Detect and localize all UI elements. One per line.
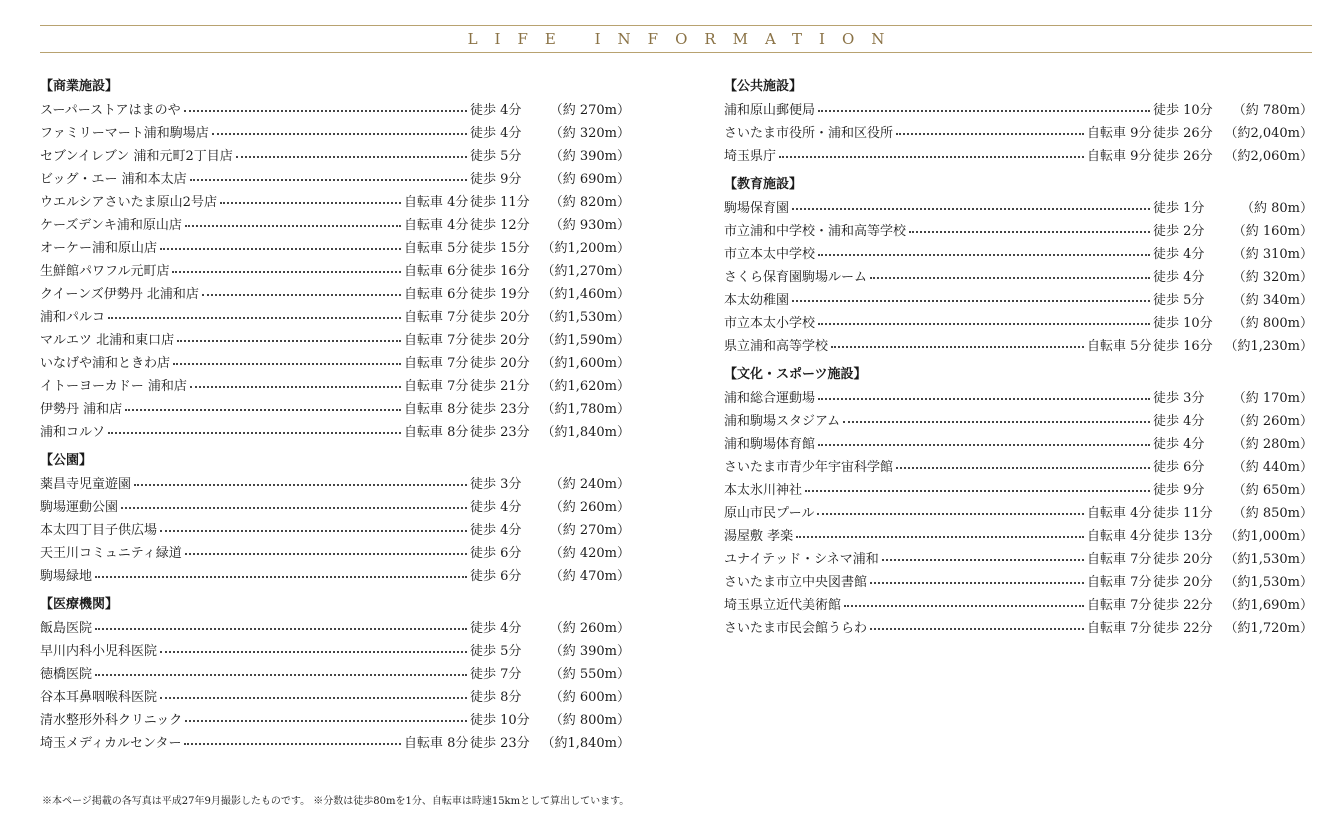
section-title: 【公共施設】 xyxy=(724,79,803,94)
facility-name: 浦和総合運動場 xyxy=(724,391,816,406)
leader-dots xyxy=(172,270,401,273)
distance: （約1,230m） xyxy=(1224,339,1313,354)
walking-time: 徒歩 19分 xyxy=(470,287,530,302)
leader-dots xyxy=(818,397,1150,400)
leader-dots xyxy=(160,247,401,250)
facility-row xyxy=(40,684,630,707)
distance: （約 800m） xyxy=(1232,316,1313,331)
facility-row xyxy=(724,264,1313,287)
facility-name: 駒場保育園 xyxy=(724,201,790,216)
facility-row xyxy=(40,235,630,258)
leader-dots xyxy=(95,627,467,630)
leader-dots xyxy=(870,581,1084,584)
facility-row xyxy=(40,615,630,638)
facility-name: 市立本太小学校 xyxy=(724,316,816,331)
facility-name: いなげや浦和ときわ店 xyxy=(40,356,171,371)
walking-time: 徒歩 4分 xyxy=(470,523,522,538)
facility-name: ユナイテッド・シネマ浦和 xyxy=(724,552,879,567)
walking-time: 徒歩 4分 xyxy=(470,126,522,141)
leader-dots xyxy=(882,558,1084,561)
facility-row xyxy=(40,730,630,753)
walking-time: 徒歩 13分 xyxy=(1153,529,1213,544)
facility-row xyxy=(40,638,630,661)
leader-dots xyxy=(817,512,1084,515)
leader-dots xyxy=(844,604,1084,607)
walking-time: 徒歩 5分 xyxy=(470,149,522,164)
walking-time: 徒歩 23分 xyxy=(470,736,530,751)
facility-row xyxy=(40,258,630,281)
distance: （約 800m） xyxy=(549,713,630,728)
facility-name: スーパーストアはまのや xyxy=(40,103,181,118)
distance: （約1,620m） xyxy=(541,379,630,394)
walking-time: 徒歩 22分 xyxy=(1153,598,1213,613)
facility-name: 浦和原山郵便局 xyxy=(724,103,816,118)
distance: （約 340m） xyxy=(1232,293,1313,308)
distance: （約1,600m） xyxy=(541,356,630,371)
facility-name: 伊勢丹 浦和店 xyxy=(40,402,123,417)
facility-name: 清水整形外科クリニック xyxy=(40,713,183,728)
distance: （約 240m） xyxy=(549,477,630,492)
facility-name: 埼玉県立近代美術館 xyxy=(724,598,842,613)
facility-name: 谷本耳鼻咽喉科医院 xyxy=(40,690,158,705)
distance: （約 320m） xyxy=(549,126,630,141)
distance: （約 270m） xyxy=(549,523,630,538)
leader-dots xyxy=(818,322,1150,325)
facility-row xyxy=(724,500,1313,523)
facility-row xyxy=(40,189,630,212)
facility-name: 市立本太中学校 xyxy=(724,247,816,262)
bicycle-time: 自転車 7分 xyxy=(1087,552,1152,567)
distance: （約 310m） xyxy=(1232,247,1313,262)
distance: （約 170m） xyxy=(1232,391,1313,406)
leader-dots xyxy=(95,575,467,578)
distance: （約1,530m） xyxy=(1224,575,1313,590)
walking-time: 徒歩 4分 xyxy=(1153,270,1205,285)
distance: （約1,840m） xyxy=(541,425,630,440)
facility-name: 本太四丁目子供広場 xyxy=(40,523,158,538)
distance: （約 930m） xyxy=(549,218,630,233)
distance: （約 650m） xyxy=(1232,483,1313,498)
facility-row xyxy=(724,97,1313,120)
distance: （約 320m） xyxy=(1232,270,1313,285)
walking-time: 徒歩 4分 xyxy=(470,103,522,118)
facility-name: 薬昌寺児童遊園 xyxy=(40,477,132,492)
walking-time: 徒歩 20分 xyxy=(470,333,530,348)
bicycle-time: 自転車 4分 xyxy=(1087,506,1152,521)
walking-time: 徒歩 5分 xyxy=(1153,293,1205,308)
walking-time: 徒歩 1分 xyxy=(1153,201,1205,216)
walking-time: 徒歩 3分 xyxy=(1153,391,1205,406)
section-title: 【文化・スポーツ施設】 xyxy=(724,367,867,382)
facility-name: さくら保育園駒場ルーム xyxy=(724,270,868,285)
bicycle-time: 自転車 7分 xyxy=(404,333,469,348)
facility-row xyxy=(40,396,630,419)
facility-name: ファミリーマート浦和駒場店 xyxy=(40,126,209,141)
walking-time: 徒歩 4分 xyxy=(1153,247,1205,262)
facility-row xyxy=(40,563,630,586)
walking-time: 徒歩 3分 xyxy=(470,477,522,492)
leader-dots xyxy=(185,719,467,722)
walking-time: 徒歩 4分 xyxy=(470,500,522,515)
left-column xyxy=(40,77,630,762)
distance: （約1,530m） xyxy=(541,310,630,325)
distance: （約 390m） xyxy=(549,149,630,164)
leader-dots xyxy=(177,339,401,342)
facility-name: 駒場運動公園 xyxy=(40,500,119,515)
distance: （約 850m） xyxy=(1232,506,1313,521)
facility-name: 本太幼稚園 xyxy=(724,293,790,308)
bicycle-time: 自転車 7分 xyxy=(404,379,469,394)
bicycle-time: 自転車 6分 xyxy=(404,264,469,279)
facility-name: ウエルシアさいたま原山2号店 xyxy=(40,195,217,210)
leader-dots xyxy=(202,293,401,296)
leader-dots xyxy=(843,420,1150,423)
leader-dots xyxy=(160,696,467,699)
walking-time: 徒歩 26分 xyxy=(1153,149,1213,164)
facility-section xyxy=(724,77,1313,166)
facility-name: 生鮮館パワフル元町店 xyxy=(40,264,170,279)
facility-row xyxy=(40,97,630,120)
walking-time: 徒歩 11分 xyxy=(1153,506,1213,521)
facility-name: 埼玉県庁 xyxy=(724,149,777,164)
facility-name: 湯屋敷 孝楽 xyxy=(724,529,794,544)
leader-dots xyxy=(870,627,1084,630)
facility-name: セブンイレブン 浦和元町2丁目店 xyxy=(40,149,233,164)
distance: （約1,270m） xyxy=(541,264,630,279)
leader-dots xyxy=(896,132,1084,135)
bicycle-time: 自転車 8分 xyxy=(404,736,469,751)
walking-time: 徒歩 2分 xyxy=(1153,224,1205,239)
facility-name: 浦和駒場体育館 xyxy=(724,437,816,452)
distance: （約1,780m） xyxy=(541,402,630,417)
leader-dots xyxy=(818,443,1150,446)
facility-row xyxy=(724,431,1313,454)
facility-row xyxy=(724,615,1313,638)
leader-dots xyxy=(909,230,1150,233)
distance: （約1,720m） xyxy=(1224,621,1313,636)
facility-row xyxy=(40,166,630,189)
walking-time: 徒歩 11分 xyxy=(470,195,530,210)
facility-name: 埼玉メディカルセンター xyxy=(40,736,182,751)
distance: （約1,690m） xyxy=(1224,598,1313,613)
distance: （約 780m） xyxy=(1232,103,1313,118)
facility-name: 早川内科小児科医院 xyxy=(40,644,158,659)
facility-row xyxy=(40,120,630,143)
facility-row xyxy=(40,661,630,684)
distance: （約 690m） xyxy=(549,172,630,187)
leader-dots xyxy=(792,207,1150,210)
walking-time: 徒歩 16分 xyxy=(1153,339,1213,354)
leader-dots xyxy=(184,742,401,745)
bicycle-time: 自転車 7分 xyxy=(1087,598,1152,613)
walking-time: 徒歩 20分 xyxy=(470,356,530,371)
leader-dots xyxy=(779,155,1084,158)
facility-section xyxy=(40,77,630,442)
bicycle-time: 自転車 6分 xyxy=(404,287,469,302)
leader-dots xyxy=(818,253,1150,256)
bicycle-time: 自転車 7分 xyxy=(404,310,469,325)
leader-dots xyxy=(108,431,401,434)
facility-row xyxy=(724,454,1313,477)
walking-time: 徒歩 15分 xyxy=(470,241,530,256)
leader-dots xyxy=(185,552,467,555)
facility-row xyxy=(724,120,1313,143)
facility-section xyxy=(724,175,1313,356)
distance: （約 270m） xyxy=(549,103,630,118)
facility-row xyxy=(724,523,1313,546)
facility-name: 浦和駒場スタジアム xyxy=(724,414,841,429)
walking-time: 徒歩 23分 xyxy=(470,402,530,417)
walking-time: 徒歩 23分 xyxy=(470,425,530,440)
distance: （約 600m） xyxy=(549,690,630,705)
walking-time: 徒歩 10分 xyxy=(470,713,530,728)
walking-time: 徒歩 26分 xyxy=(1153,126,1213,141)
facility-name: ビッグ・エー 浦和本太店 xyxy=(40,172,187,187)
leader-dots xyxy=(121,506,467,509)
leader-dots xyxy=(796,535,1084,538)
facility-name: 本太氷川神社 xyxy=(724,483,803,498)
facility-row xyxy=(724,143,1313,166)
bicycle-time: 自転車 8分 xyxy=(404,425,469,440)
bicycle-time: 自転車 7分 xyxy=(404,356,469,371)
leader-dots xyxy=(160,529,467,532)
walking-time: 徒歩 8分 xyxy=(470,690,522,705)
section-title: 【公園】 xyxy=(40,453,93,468)
leader-dots xyxy=(125,408,401,411)
facility-name: さいたま市役所・浦和区役所 xyxy=(724,126,894,141)
facility-row xyxy=(40,304,630,327)
facility-row xyxy=(724,218,1313,241)
facility-name: 原山市民プール xyxy=(724,506,815,521)
walking-time: 徒歩 20分 xyxy=(1153,575,1213,590)
facility-name: さいたま市民会館うらわ xyxy=(724,621,868,636)
walking-time: 徒歩 21分 xyxy=(470,379,530,394)
walking-time: 徒歩 22分 xyxy=(1153,621,1213,636)
facility-row xyxy=(724,546,1313,569)
leader-dots xyxy=(184,109,467,112)
walking-time: 徒歩 4分 xyxy=(1153,437,1205,452)
distance: （約 420m） xyxy=(549,546,630,561)
facility-row xyxy=(40,517,630,540)
footnote: ※本ページ掲載の各写真は平成27年9月撮影したものです。 ※分数は徒歩80mを1分、自転車は時速15kmとして算出しています。 xyxy=(42,796,630,807)
leader-dots xyxy=(236,155,467,158)
facility-row xyxy=(40,350,630,373)
facility-name: イトーヨーカドー 浦和店 xyxy=(40,379,187,394)
facility-section xyxy=(724,365,1313,638)
facility-row xyxy=(724,592,1313,615)
facility-row xyxy=(724,385,1313,408)
section-title: 【医療機関】 xyxy=(40,597,119,612)
leader-dots xyxy=(134,483,467,486)
page-title: LIFE INFORMATION xyxy=(467,30,902,48)
walking-time: 徒歩 10分 xyxy=(1153,316,1213,331)
walking-time: 徒歩 9分 xyxy=(470,172,522,187)
distance: （約1,460m） xyxy=(541,287,630,302)
facility-name: クイーンズ伊勢丹 北浦和店 xyxy=(40,287,199,302)
distance: （約 550m） xyxy=(549,667,630,682)
distance: （約 440m） xyxy=(1232,460,1313,475)
walking-time: 徒歩 5分 xyxy=(470,644,522,659)
facility-row xyxy=(40,327,630,350)
section-title: 【商業施設】 xyxy=(40,79,119,94)
right-column xyxy=(724,77,1313,647)
facility-name: 県立浦和高等学校 xyxy=(724,339,829,354)
leader-dots xyxy=(160,650,467,653)
bicycle-time: 自転車 7分 xyxy=(1087,621,1152,636)
facility-name: 天王川コミュニティ緑道 xyxy=(40,546,182,561)
walking-time: 徒歩 6分 xyxy=(470,546,522,561)
bicycle-time: 自転車 5分 xyxy=(1087,339,1152,354)
facility-name: 浦和パルコ xyxy=(40,310,106,325)
facility-row xyxy=(40,540,630,563)
distance: （約 260m） xyxy=(549,500,630,515)
facility-row xyxy=(724,241,1313,264)
leader-dots xyxy=(896,466,1150,469)
distance: （約1,840m） xyxy=(541,736,630,751)
bicycle-time: 自転車 9分 xyxy=(1087,149,1152,164)
distance: （約 470m） xyxy=(549,569,630,584)
bicycle-time: 自転車 4分 xyxy=(404,218,469,233)
facility-row xyxy=(724,310,1313,333)
facility-name: マルエツ 北浦和東口店 xyxy=(40,333,175,348)
leader-dots xyxy=(870,276,1150,279)
facility-row xyxy=(40,419,630,442)
leader-dots xyxy=(792,299,1150,302)
walking-time: 徒歩 9分 xyxy=(1153,483,1205,498)
leader-dots xyxy=(212,132,467,135)
walking-time: 徒歩 6分 xyxy=(1153,460,1205,475)
leader-dots xyxy=(173,362,401,365)
facility-name: さいたま市青少年宇宙科学館 xyxy=(724,460,894,475)
facility-row xyxy=(40,471,630,494)
bicycle-time: 自転車 9分 xyxy=(1087,126,1152,141)
facility-name: ケーズデンキ浦和原山店 xyxy=(40,218,182,233)
facility-name: オーケー浦和原山店 xyxy=(40,241,158,256)
facility-name: さいたま市立中央図書館 xyxy=(724,575,868,590)
walking-time: 徒歩 4分 xyxy=(470,621,522,636)
header-rule-bottom xyxy=(40,52,1312,53)
walking-time: 徒歩 10分 xyxy=(1153,103,1213,118)
leader-dots xyxy=(805,489,1150,492)
walking-time: 徒歩 16分 xyxy=(470,264,530,279)
facility-row xyxy=(724,477,1313,500)
bicycle-time: 自転車 7分 xyxy=(1087,575,1152,590)
leader-dots xyxy=(108,316,401,319)
distance: （約 260m） xyxy=(1232,414,1313,429)
facility-row xyxy=(724,287,1313,310)
facility-section xyxy=(40,595,630,753)
facility-row xyxy=(40,707,630,730)
leader-dots xyxy=(831,345,1084,348)
facility-name: 浦和コルソ xyxy=(40,425,106,440)
walking-time: 徒歩 20分 xyxy=(1153,552,1213,567)
facility-name: 駒場緑地 xyxy=(40,569,93,584)
distance: （約1,200m） xyxy=(541,241,630,256)
facility-row xyxy=(724,569,1313,592)
leader-dots xyxy=(220,201,401,204)
section-title: 【教育施設】 xyxy=(724,177,803,192)
facility-name: 市立浦和中学校・浦和高等学校 xyxy=(724,224,907,239)
facility-row xyxy=(40,143,630,166)
distance: （約 390m） xyxy=(549,644,630,659)
facility-name: 飯島医院 xyxy=(40,621,93,636)
walking-time: 徒歩 4分 xyxy=(1153,414,1205,429)
distance: （約 160m） xyxy=(1232,224,1313,239)
leader-dots xyxy=(190,178,467,181)
leader-dots xyxy=(818,109,1150,112)
facility-row xyxy=(724,408,1313,431)
bicycle-time: 自転車 4分 xyxy=(1087,529,1152,544)
distance: （約 280m） xyxy=(1232,437,1313,452)
walking-time: 徒歩 12分 xyxy=(470,218,530,233)
facility-row xyxy=(40,212,630,235)
distance: （約1,590m） xyxy=(541,333,630,348)
facility-row xyxy=(40,373,630,396)
bicycle-time: 自転車 4分 xyxy=(404,195,469,210)
facility-name: 徳橋医院 xyxy=(40,667,93,682)
distance: （約1,530m） xyxy=(1224,552,1313,567)
distance: （約1,000m） xyxy=(1224,529,1313,544)
walking-time: 徒歩 20分 xyxy=(470,310,530,325)
walking-time: 徒歩 6分 xyxy=(470,569,522,584)
leader-dots xyxy=(95,673,467,676)
facility-row xyxy=(724,195,1313,218)
walking-time: 徒歩 7分 xyxy=(470,667,522,682)
facility-row xyxy=(40,494,630,517)
facility-section xyxy=(40,451,630,586)
facility-row xyxy=(724,333,1313,356)
bicycle-time: 自転車 8分 xyxy=(404,402,469,417)
leader-dots xyxy=(185,224,401,227)
distance: （約 260m） xyxy=(549,621,630,636)
bicycle-time: 自転車 5分 xyxy=(404,241,469,256)
distance: （約2,060m） xyxy=(1224,149,1313,164)
distance: （約 820m） xyxy=(549,195,630,210)
distance: （約 80m） xyxy=(1240,201,1313,216)
facility-row xyxy=(40,281,630,304)
leader-dots xyxy=(190,385,401,388)
distance: （約2,040m） xyxy=(1224,126,1313,141)
